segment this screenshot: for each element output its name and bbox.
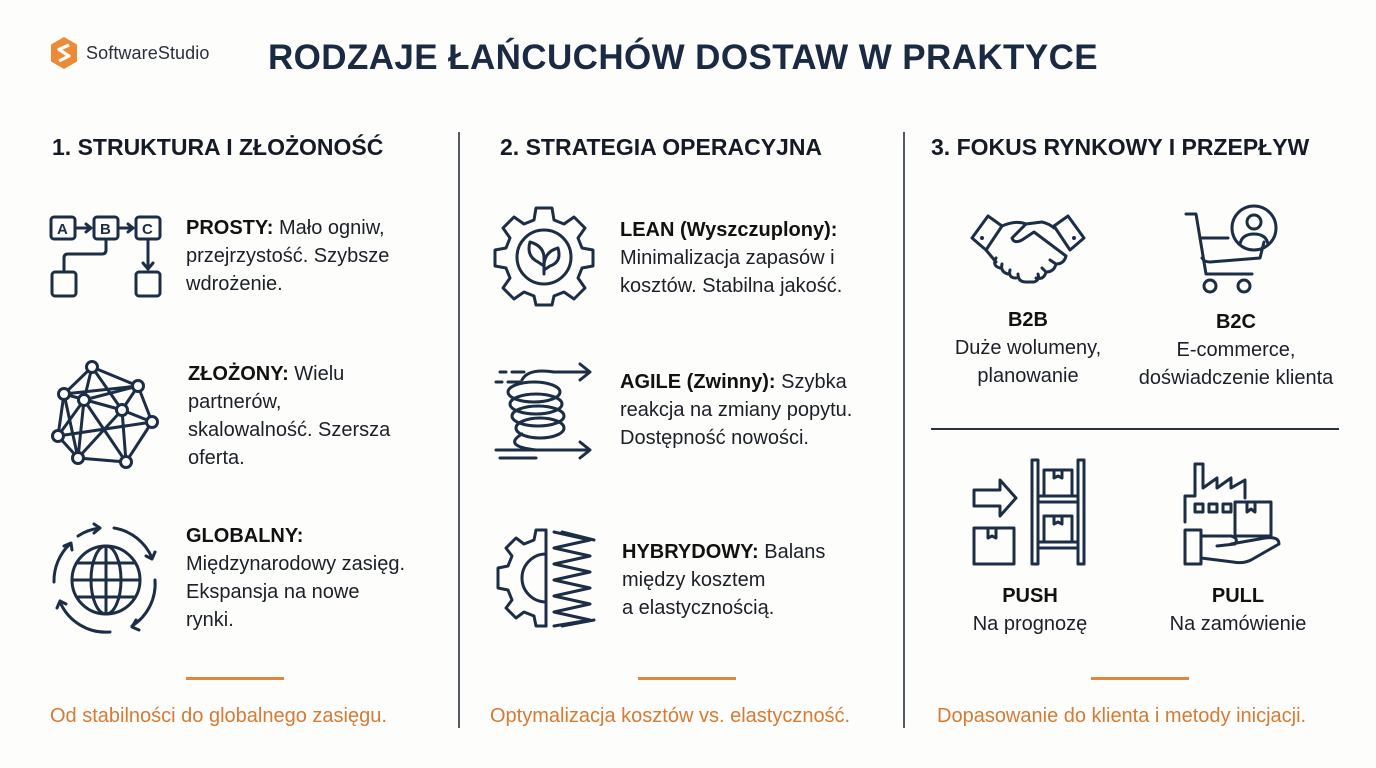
item-desc: kosztów. Stabilna jakość. [620, 275, 843, 297]
item-global [48, 522, 446, 638]
svg-text:A: A [57, 221, 68, 238]
market-label: B2B [1007, 309, 1048, 331]
gear-leaf-icon [492, 204, 596, 308]
brand-logo [50, 36, 209, 70]
push-shelf-icon [972, 458, 1088, 568]
item-desc: przejrzystość. Szybsze [186, 245, 390, 267]
column-divider [458, 132, 460, 728]
handshake-icon [968, 208, 1088, 288]
column-heading-market: 3. FOKUS RYNKOWY I PRZEPŁYW [931, 134, 1310, 160]
market-desc: planowanie [977, 365, 1079, 387]
item-desc: Wielu [288, 363, 345, 385]
flow-pull [1148, 458, 1328, 638]
section-divider [931, 428, 1339, 430]
cart-user-icon [1184, 204, 1284, 296]
market-desc: Duże wolumeny, [954, 337, 1102, 359]
market-label: B2C [1215, 311, 1256, 333]
market-b2c [1126, 204, 1346, 392]
gear-spring-icon [494, 526, 598, 632]
footer-accent-line [186, 677, 284, 680]
footer-structure: Od stabilności do globalnego zasięgu. [50, 705, 387, 727]
item-desc: Ekspansja na nowe [186, 581, 360, 603]
globe-cycle-icon [48, 522, 164, 638]
item-desc: reakcja na zmiany popytu. [620, 399, 853, 421]
item-label: PROSTY: [186, 217, 274, 239]
item-hybrid-text [622, 538, 882, 622]
flow-label: PULL [1211, 585, 1265, 607]
item-complex [50, 360, 428, 472]
network-nodes-icon [50, 360, 166, 470]
item-desc: rynki. [186, 609, 234, 631]
item-simple [48, 214, 426, 302]
item-desc: wdrożenie. [186, 273, 283, 295]
item-desc: partnerów, [188, 391, 282, 413]
market-desc: doświadczenie klienta [1138, 367, 1334, 389]
page-title: RODZAJE ŁAŃCUCHÓW DOSTAW W PRAKTYCE [268, 38, 1098, 77]
item-simple-text [186, 214, 426, 298]
item-complex-text [188, 360, 428, 472]
item-desc: a elastycznością. [622, 597, 775, 619]
item-lean [492, 204, 880, 308]
item-desc: Mało ogniw, [273, 217, 385, 239]
market-desc: E-commerce, [1176, 339, 1296, 361]
market-b2b [937, 208, 1119, 390]
hexagon-s-logo-icon [50, 36, 78, 70]
pull-factory-hand-icon [1175, 458, 1285, 568]
item-label: HYBRYDOWY: [622, 541, 759, 563]
brand-name: SoftwareStudio [86, 42, 210, 63]
svg-text:C: C [142, 221, 153, 238]
item-label: AGILE (Zwinny): [620, 371, 776, 393]
item-hybrid [494, 526, 882, 632]
svg-text:B: B [100, 221, 111, 238]
flow-desc: Na zamówienie [1169, 613, 1307, 635]
column-heading-strategy: 2. STRATEGIA OPERACYJNA [500, 134, 823, 160]
spring-arrows-icon [492, 362, 598, 466]
item-desc: Międzynarodowy zasięg. [186, 553, 405, 575]
item-label: LEAN (Wyszczuplony): [620, 219, 838, 241]
item-lean-text [620, 216, 880, 300]
item-desc: oferta. [188, 447, 245, 469]
flowchart-abc-icon [48, 214, 168, 302]
item-desc: między kosztem [622, 569, 766, 591]
item-agile-text [620, 368, 890, 452]
item-desc: Dostępność nowości. [620, 427, 809, 449]
footer-accent-line [638, 677, 736, 680]
flow-label: PUSH [1002, 585, 1058, 607]
item-desc: skalowalność. Szersza [188, 419, 391, 441]
footer-market: Dopasowanie do klienta i metody inicjacji. [937, 705, 1307, 727]
item-desc: Balans [758, 541, 826, 563]
footer-strategy: Optymalizacja kosztów vs. elastyczność. [490, 705, 851, 727]
column-heading-structure: 1. STRUKTURA I ZŁOŻONOŚĆ [52, 134, 384, 160]
item-label: ZŁOŻONY: [188, 363, 289, 385]
footer-accent-line [1091, 677, 1189, 680]
column-divider [903, 132, 905, 728]
item-desc: Szybka [775, 371, 847, 393]
flow-push [950, 458, 1110, 638]
item-agile [492, 362, 890, 466]
flow-desc: Na prognozę [972, 613, 1088, 635]
item-desc: Minimalizacja zapasów i [620, 247, 835, 269]
item-label: GLOBALNY: [186, 525, 304, 547]
item-global-text [186, 522, 446, 634]
